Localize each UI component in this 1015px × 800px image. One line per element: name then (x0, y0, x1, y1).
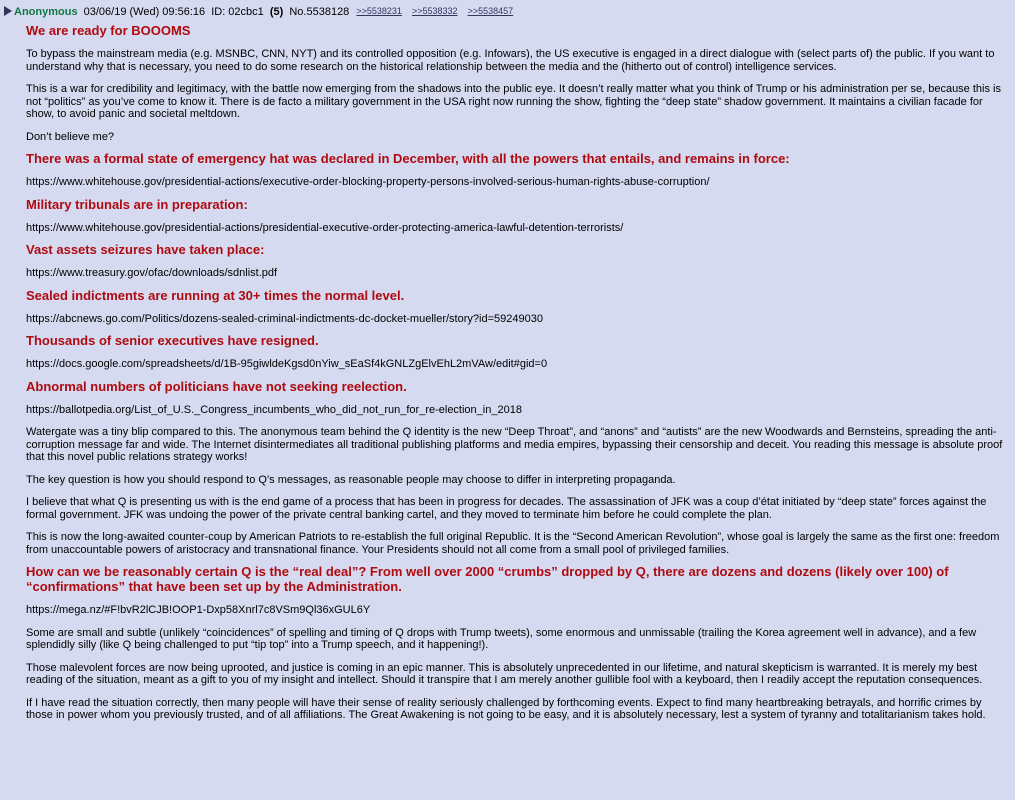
paragraph-text: Some are small and subtle (unlikely “coincidences” of spelling and timing of Q drops with Trump tweets), some enormous and unmissable (trailing the Korea agreement well in advance), and a few splendidly silly (like Q being challenged to put “tip top” into a Trump speech, and it happening!). (26, 626, 977, 651)
red-heading-text: Vast assets seizures have taken place: (26, 242, 265, 257)
paragraph-text: Watergate was a tiny blip compared to this. The anonymous team behind the Q identity is the new “Deep Throat”, and “anons” and “autists” are the new Woodwards and Bernsteins, spreading the anti-corruption message far and wide. The Internet disintermediates all traditional publishing platforms and media empires, bypassing their censorship and deceit. You reading this message is absolute proof that this novel public relations strategy works! (26, 426, 1003, 463)
url-text[interactable]: https://mega.nz/#F!bvR2lCJB!OOP1-Dxp58Xnrl7c8VSm9Ql36xGUL6Y (26, 604, 371, 616)
paragraph-text: To bypass the mainstream media (e.g. MSNBC, CNN, NYT) and its controlled opposition (e.g. Infowars), the US executive is engaged in a direct dialogue with (select parts of) the public. If you want to understand why that is necessary, you need to do some research on the historical relationship between the media and the (hitherto out of control) intelligence services. (26, 48, 995, 73)
poster-post-count: (5) (269, 6, 284, 18)
red-heading-text: How can we be reasonably certain Q is the “real deal”? From well over 2000 “crumbs” dropped by Q, there are dozens and dozens (likely over 100) of “confirmations” that have been set up by the Administration. (26, 564, 949, 594)
paragraph-text: I believe that what Q is presenting us with is the end game of a process that has been in progress for decades. The assassination of JFK was a coup d’état initiated by “deep state” forces against the formal government. JFK was undoing the power of the private central banking cartel, and they moved to terminate him before he could complete the plan. (26, 496, 987, 521)
red-heading-text: Military tribunals are in preparation: (26, 196, 248, 212)
backlink[interactable]: >>5538457 (467, 6, 514, 16)
backlink[interactable]: >>5538332 (412, 6, 458, 16)
red-heading-text: We are ready for BOOOMS (26, 23, 191, 38)
paragraph-text: This is now the long-awaited counter-coup by American Patriots to re-establish the full original Republic. It is the “Second American Revolution”, whose goal is largely the same as the first one: freedom from unaccountable powers of aristocracy and transnational finance. Your Presidents should not all come from a small pool of privileged families. (26, 531, 1000, 556)
url-text[interactable]: https://www.treasury.gov/ofac/downloads/sdnlist.pdf (26, 267, 278, 279)
url-text[interactable]: https://docs.google.com/spreadsheets/d/1B-95giwldeKgsd0nYiw_sEaSf4kGNLZgElvEhL2mVAw/edit#gid=0 (26, 358, 548, 370)
url-text[interactable]: https://www.whitehouse.gov/presidential-actions/executive-order-blocking-property-persons-involved-serious-human-rights-abuse-corruption/ (26, 176, 710, 188)
backlink[interactable]: >>5538231 (356, 6, 402, 16)
post-menu-arrow-icon[interactable] (4, 6, 12, 16)
post-date: 03/06/19 (Wed) 09:56:16 (83, 6, 206, 18)
url-text[interactable]: https://ballotpedia.org/List_of_U.S._Congress_incumbents_who_did_not_run_for_re-election_in_2018 (26, 403, 522, 416)
url-text[interactable]: https://www.whitehouse.gov/presidential-actions/presidential-executive-order-protecting-america-lawful-detention-terrorists/ (26, 221, 624, 234)
paragraph-text: This is a war for credibility and legitimacy, with the battle now emerging from the shadows into the public eye. It doesn’t really matter what you think of Trump or his administration per se, because this is not “politics” as you’ve come to know it. There is de facto a military government in the USA right now running the show, fighting the “deep state” shadow government. It maintains a civilian facade for show, to avoid panic and societal meltdown. (26, 83, 1001, 120)
red-heading-text: Thousands of senior executives have resigned. (26, 333, 319, 348)
paragraph-text: The key question is how you should respond to Q’s messages, as reasonable people may choose to differ in interpreting propaganda. (26, 473, 676, 486)
red-heading-text: There was a formal state of emergency hat was declared in December, with all the powers that entails, and remains in force: (26, 151, 790, 166)
paragraph-text: If I have read the situation correctly, then many people will have their sense of reality seriously challenged by forthcoming events. Expect to find many heartbreaking betrayals, and horrific crimes by those in power whom you previously trusted, and of all affiliations. The Great Awakening is not going to be easy, and it is absolutely necessary, lest a system of tyranny and totalitarianism takes hold. (26, 696, 986, 721)
post-number[interactable]: No.5538128 (289, 6, 350, 18)
post-body (4, 20, 1011, 722)
paragraph-text: Those malevolent forces are now being uprooted, and justice is coming in an epic manner. This is absolutely unprecedented in our lifetime, and natural skepticism is warranted. It is merely my best reading of the situation, meant as a gift to you of my insight and intellect. Should it transpire that I am merely another gullible fool with a keyboard, then I readily accept the reputation consequences. (26, 661, 983, 686)
poster-id[interactable]: ID: 02cbc1 (211, 6, 264, 18)
red-heading-text: Abnormal numbers of politicians have not seeking reelection. (26, 378, 407, 394)
poster-name: Anonymous (14, 6, 78, 18)
post-header (4, 4, 1011, 20)
url-text[interactable]: https://abcnews.go.com/Politics/dozens-sealed-criminal-indictments-dc-docket-mueller/story?id=59249030 (26, 312, 543, 325)
paragraph-text: Don’t believe me? (26, 130, 115, 143)
red-heading-text: Sealed indictments are running at 30+ times the normal level. (26, 287, 405, 303)
